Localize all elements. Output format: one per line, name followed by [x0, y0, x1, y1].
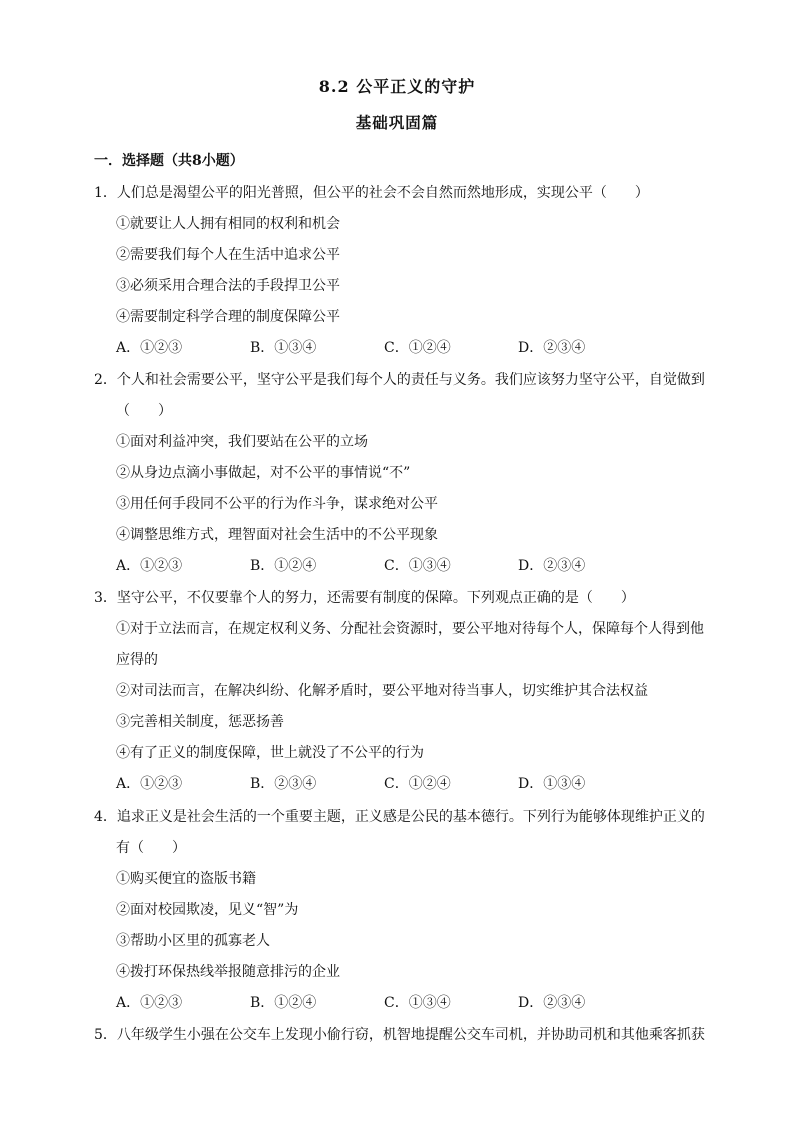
answer-option-c[interactable]: C．①②④ — [384, 776, 451, 792]
answer-option-d[interactable]: D．②③④ — [518, 340, 586, 356]
statement-item: ①面对利益冲突，我们要站在公平的立场 — [116, 434, 368, 450]
statement-item: ①对于立法而言，在规定权利义务、分配社会资源时，要公平地对待每个人，保障每个人得到他 — [116, 621, 704, 637]
statement-item: ④有了正义的制度保障，世上就没了不公平的行为 — [116, 745, 424, 761]
question-stem: 4．追求正义是社会生活的一个重要主题，正义感是公民的基本德行。下列行为能够体现维护正义的 — [94, 809, 705, 825]
page-subtitle: 基础巩固篇 — [355, 113, 439, 132]
answer-options — [94, 551, 714, 582]
answer-option-d[interactable]: D．①③④ — [518, 776, 586, 792]
answer-option-c[interactable]: C．①②④ — [384, 340, 451, 356]
statement-item: ④调整思维方式，理智面对社会生活中的不公平现象 — [116, 527, 438, 543]
question-3 — [94, 583, 714, 800]
statement-item: ②需要我们每个人在生活中追求公平 — [116, 247, 340, 263]
page-title: 8.2 公平正义的守护 — [318, 77, 476, 96]
question-4 — [94, 802, 714, 1019]
answer-options — [94, 333, 714, 364]
question-stem: （ ） — [116, 403, 172, 419]
question-2 — [94, 365, 714, 582]
statement-item: ②对司法而言，在解决纠纷、化解矛盾时，要公平地对待当事人，切实维护其合法权益 — [116, 683, 648, 699]
statement-item: ③帮助小区里的孤寡老人 — [116, 933, 270, 949]
answer-option-b[interactable]: B．①②④ — [250, 995, 317, 1011]
answer-option-a[interactable]: A．①②③ — [116, 558, 183, 574]
answer-options — [94, 769, 714, 800]
statement-item: ④需要制定科学合理的制度保障公平 — [116, 309, 340, 325]
answer-option-c[interactable]: C．①③④ — [384, 558, 451, 574]
statement-item: ②面对校园欺凌，见义“智”为 — [116, 902, 299, 918]
answer-option-d[interactable]: D．②③④ — [518, 995, 586, 1011]
answer-option-d[interactable]: D．②③④ — [518, 558, 586, 574]
answer-option-b[interactable]: B．②③④ — [250, 776, 317, 792]
answer-option-a[interactable]: A．①②③ — [116, 340, 183, 356]
statement-item: ①就要让人人拥有相同的权利和机会 — [116, 216, 340, 232]
answer-option-a[interactable]: A．①②③ — [116, 995, 183, 1011]
section-heading: 一．选择题（共8小题） — [94, 153, 244, 169]
question-stem: 2．个人和社会需要公平，坚守公平是我们每个人的责任与义务。我们应该努力坚守公平，自觉做到 — [94, 372, 705, 388]
question-stem: 有（ ） — [116, 840, 186, 856]
answer-options — [94, 988, 714, 1019]
answer-option-b[interactable]: B．①②④ — [250, 558, 317, 574]
statement-item: ①购买便宜的盗版书籍 — [116, 871, 256, 887]
answer-option-c[interactable]: C．①③④ — [384, 995, 451, 1011]
answer-option-b[interactable]: B．①③④ — [250, 340, 317, 356]
statement-item: ③完善相关制度，惩恶扬善 — [116, 714, 284, 730]
answer-option-a[interactable]: A．①②③ — [116, 776, 183, 792]
question-1 — [94, 178, 714, 364]
statement-item: ③必须采用合理合法的手段捍卫公平 — [116, 278, 340, 294]
statement-item: ③用任何手段同不公平的行为作斗争，谋求绝对公平 — [116, 496, 438, 512]
statement-item: ④拨打环保热线举报随意排污的企业 — [116, 964, 340, 980]
statement-item: 应得的 — [116, 652, 158, 668]
statement-item: ②从身边点滴小事做起，对不公平的事情说“不” — [116, 465, 411, 481]
question-stem: 3．坚守公平，不仅要靠个人的努力，还需要有制度的保障。下列观点正确的是（ ） — [94, 590, 635, 606]
question-stem: 1．人们总是渴望公平的阳光普照，但公平的社会不会自然而然地形成，实现公平（ ） — [94, 185, 649, 201]
question-stem: 5．八年级学生小强在公交车上发现小偷行窃，机智地提醒公交车司机，并协助司机和其他乘客抓获 — [94, 1027, 705, 1043]
question-5 — [94, 1020, 714, 1051]
